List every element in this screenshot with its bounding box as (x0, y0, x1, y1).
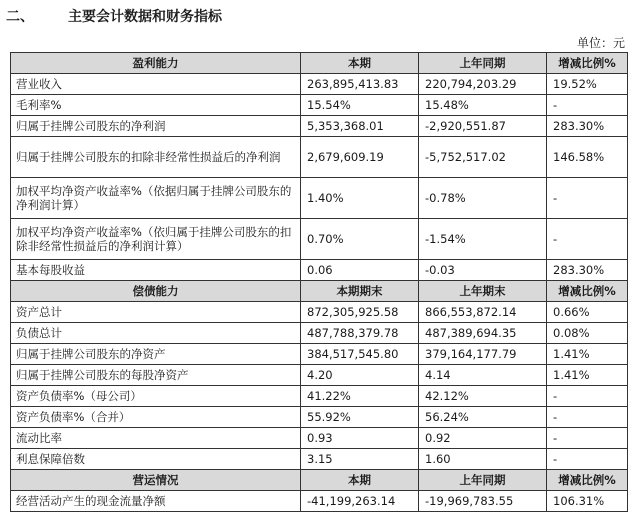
table-row (11, 428, 628, 449)
change-value-cell: 0.66% (547, 302, 628, 323)
table-row (11, 260, 628, 281)
prior-value-cell: 379,164,177.79 (419, 344, 547, 365)
section-header-row (11, 470, 628, 491)
current-value-cell: 3.15 (301, 449, 419, 470)
current-period-header: 本期 (301, 53, 419, 74)
prior-value-cell: 487,389,694.35 (419, 323, 547, 344)
change-value-cell: - (547, 219, 628, 260)
table-row (11, 386, 628, 407)
row-label-cell: 利息保障倍数 (11, 449, 301, 470)
current-value-cell: 872,305,925.58 (301, 302, 419, 323)
current-value-cell: 0.93 (301, 428, 419, 449)
prior-value-cell: -1.54% (419, 219, 547, 260)
prior-value-cell: 56.24% (419, 407, 547, 428)
change-value-cell: 283.30% (547, 260, 628, 281)
prior-value-cell: -2,920,551.87 (419, 116, 547, 137)
row-label-cell: 资产负债率%（母公司） (11, 386, 301, 407)
current-value-cell: 4.20 (301, 365, 419, 386)
current-period-header: 本期期末 (301, 281, 419, 302)
prior-value-cell: 220,794,203.29 (419, 74, 547, 95)
section-name-header: 营运情况 (11, 470, 301, 491)
current-value-cell: 0.70% (301, 219, 419, 260)
row-label-cell: 归属于挂牌公司股东的每股净资产 (11, 365, 301, 386)
change-value-cell: - (547, 178, 628, 219)
prior-value-cell: 1.60 (419, 449, 547, 470)
table-row (11, 74, 628, 95)
prior-value-cell: 42.12% (419, 386, 547, 407)
prior-value-cell: -19,969,783.55 (419, 491, 547, 512)
current-value-cell: -41,199,263.14 (301, 491, 419, 512)
row-label-cell: 资产总计 (11, 302, 301, 323)
row-label-cell: 资产负债率%（合并） (11, 407, 301, 428)
section-header-row (11, 53, 628, 74)
table-row (11, 178, 628, 219)
row-label-cell: 归属于挂牌公司股东的扣除非经常性损益后的净利润 (11, 137, 301, 178)
unit-label: 单位：元 (576, 36, 625, 50)
current-value-cell: 0.06 (301, 260, 419, 281)
section-name-header: 偿债能力 (11, 281, 301, 302)
current-value-cell: 384,517,545.80 (301, 344, 419, 365)
current-period-header: 本期 (301, 470, 419, 491)
table-row (11, 449, 628, 470)
change-pct-header: 增减比例% (547, 53, 628, 74)
table-row (11, 491, 628, 512)
row-label-cell: 经营活动产生的现金流量净额 (11, 491, 301, 512)
current-value-cell: 487,788,379.78 (301, 323, 419, 344)
prior-value-cell: 0.92 (419, 428, 547, 449)
table-row (11, 344, 628, 365)
table-row (11, 302, 628, 323)
prior-period-header: 上年期末 (419, 281, 547, 302)
prior-value-cell: 4.14 (419, 365, 547, 386)
change-value-cell: 1.41% (547, 365, 628, 386)
change-value-cell: - (547, 95, 628, 116)
change-value-cell: - (547, 407, 628, 428)
table-row (11, 407, 628, 428)
table-row (11, 95, 628, 116)
prior-value-cell: -5,752,517.02 (419, 137, 547, 178)
row-label-cell: 流动比率 (11, 428, 301, 449)
current-value-cell: 55.92% (301, 407, 419, 428)
section-header-row (11, 281, 628, 302)
section-heading (6, 6, 222, 26)
prior-value-cell: 15.48% (419, 95, 547, 116)
row-label-cell: 毛利率% (11, 95, 301, 116)
row-label-cell: 营业收入 (11, 74, 301, 95)
section-number: 二、 (6, 9, 34, 25)
current-value-cell: 1.40% (301, 178, 419, 219)
table-row (11, 116, 628, 137)
current-value-cell: 263,895,413.83 (301, 74, 419, 95)
row-label-cell: 归属于挂牌公司股东的净资产 (11, 344, 301, 365)
financial-data-table (10, 52, 628, 512)
change-value-cell: - (547, 449, 628, 470)
section-title: 主要会计数据和财务指标 (68, 9, 222, 25)
change-pct-header: 增减比例% (547, 281, 628, 302)
change-value-cell: 146.58% (547, 137, 628, 178)
change-value-cell: 283.30% (547, 116, 628, 137)
change-value-cell: - (547, 386, 628, 407)
table-row (11, 219, 628, 260)
current-value-cell: 5,353,368.01 (301, 116, 419, 137)
current-value-cell: 41.22% (301, 386, 419, 407)
prior-period-header: 上年同期 (419, 470, 547, 491)
row-label-cell: 加权平均净资产收益率%（依据归属于挂牌公司股东的净利润计算） (11, 178, 301, 219)
prior-period-header: 上年同期 (419, 53, 547, 74)
change-value-cell: 19.52% (547, 74, 628, 95)
row-label-cell: 基本每股收益 (11, 260, 301, 281)
table-row (11, 365, 628, 386)
prior-value-cell: 866,553,872.14 (419, 302, 547, 323)
section-name-header: 盈利能力 (11, 53, 301, 74)
change-value-cell: 1.41% (547, 344, 628, 365)
row-label-cell: 归属于挂牌公司股东的净利润 (11, 116, 301, 137)
table-body (11, 53, 628, 512)
change-value-cell: 0.08% (547, 323, 628, 344)
prior-value-cell: -0.78% (419, 178, 547, 219)
row-label-cell: 负债总计 (11, 323, 301, 344)
change-value-cell: - (547, 428, 628, 449)
current-value-cell: 2,679,609.19 (301, 137, 419, 178)
current-value-cell: 15.54% (301, 95, 419, 116)
prior-value-cell: -0.03 (419, 260, 547, 281)
change-pct-header: 增减比例% (547, 470, 628, 491)
row-label-cell: 加权平均净资产收益率%（依归属于挂牌公司股东的扣除非经常性损益后的净利润计算） (11, 219, 301, 260)
table-row (11, 323, 628, 344)
table-row (11, 137, 628, 178)
change-value-cell: 106.31% (547, 491, 628, 512)
